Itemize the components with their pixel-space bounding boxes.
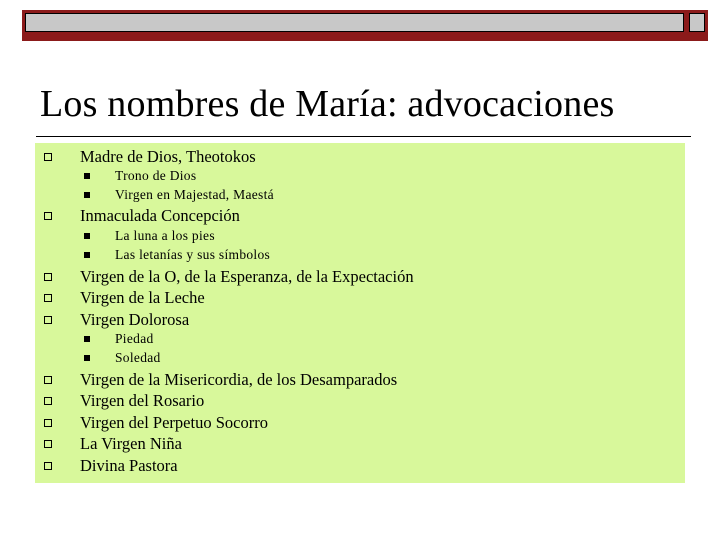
hollow-square-bullet-icon — [44, 419, 52, 427]
sub-list-item-label: Las letanías y sus símbolos — [115, 247, 271, 262]
hollow-square-bullet-icon — [44, 462, 52, 470]
sub-list-item-label: Piedad — [115, 331, 154, 346]
hollow-square-bullet-icon — [44, 273, 52, 281]
title-divider — [36, 136, 691, 137]
hollow-square-bullet-icon — [44, 316, 52, 324]
sub-list-item-label: Soledad — [115, 350, 161, 365]
filled-square-bullet-icon — [84, 355, 90, 361]
list-item-label: Virgen Dolorosa — [80, 310, 190, 329]
list-item-label: La Virgen Niña — [80, 434, 182, 453]
filled-square-bullet-icon — [84, 336, 90, 342]
list-item-label: Virgen del Perpetuo Socorro — [80, 413, 268, 432]
sub-list-item-label: Trono de Dios — [115, 168, 197, 183]
filled-square-bullet-icon — [84, 192, 90, 198]
list-item-label: Virgen del Rosario — [80, 391, 205, 410]
slide-title: Los nombres de María: advocaciones — [40, 83, 615, 125]
header-bar-inner — [25, 13, 684, 32]
filled-square-bullet-icon — [84, 252, 90, 258]
filled-square-bullet-icon — [84, 173, 90, 179]
list-item-label: Virgen de la Leche — [80, 288, 205, 307]
hollow-square-bullet-icon — [44, 294, 52, 302]
hollow-square-bullet-icon — [44, 397, 52, 405]
filled-square-bullet-icon — [84, 233, 90, 239]
list-item-label: Inmaculada Concepción — [80, 206, 240, 225]
hollow-square-bullet-icon — [44, 440, 52, 448]
hollow-square-bullet-icon — [44, 212, 52, 220]
list-item-label: Virgen de la O, de la Esperanza, de la Expectación — [80, 267, 414, 286]
list-item-label: Madre de Dios, Theotokos — [80, 147, 256, 166]
hollow-square-bullet-icon — [44, 376, 52, 384]
list-item-label: Divina Pastora — [80, 456, 178, 475]
list-item-label: Virgen de la Misericordia, de los Desamparados — [80, 370, 398, 389]
sub-list-item-label: Virgen en Majestad, Maestá — [115, 187, 274, 202]
header-bar-corner — [689, 13, 705, 32]
hollow-square-bullet-icon — [44, 153, 52, 161]
header-bar — [22, 10, 708, 41]
sub-list-item-label: La luna a los pies — [115, 228, 215, 243]
